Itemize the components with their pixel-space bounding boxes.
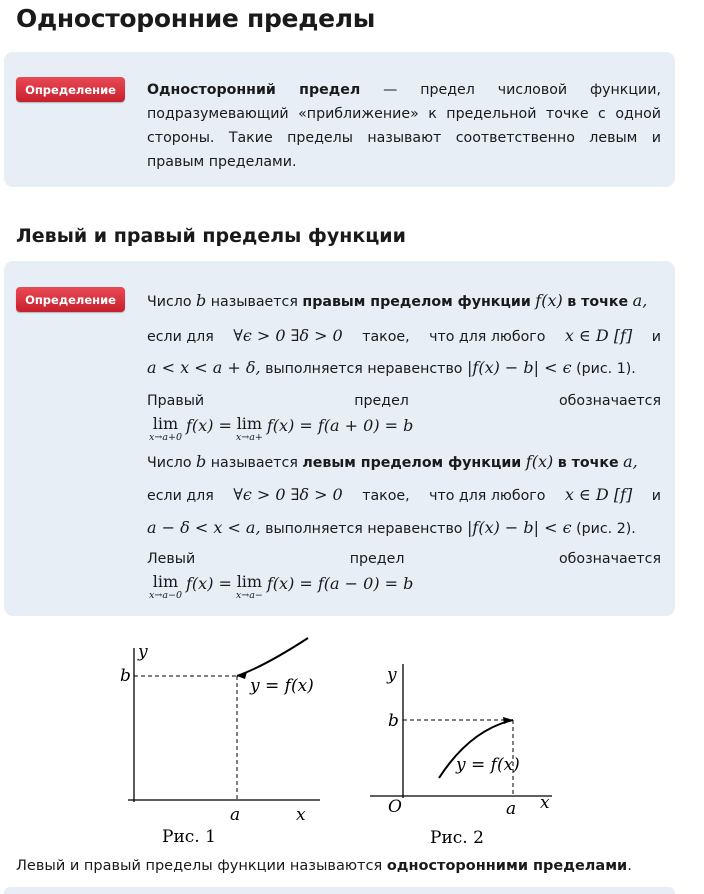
page-title: Односторонние пределы: [16, 4, 376, 33]
left-limit-notation-label: Левый предел обозначается: [147, 551, 661, 567]
figure-1: [120, 630, 335, 852]
left-limit-line-3: a − δ < x < a, выполняется неравенство |f(x) − b| < ϵ (рис. 2).: [147, 518, 636, 537]
figure-1-caption: Рис. 1: [162, 827, 216, 847]
curve-endpoint-arrow: [503, 717, 513, 724]
y-axis-label: y: [387, 665, 397, 685]
origin-label: O: [388, 797, 402, 817]
left-limit-formula: lim x→a−0 f(x) = lim x→a− f(x) = f(a − 0) = b: [149, 572, 414, 601]
definition-badge: Определение: [16, 287, 125, 312]
b-label: b: [120, 666, 131, 686]
a-label: a: [230, 805, 241, 825]
definition-text: — предел числовой функции, подразумевающий «приближение» к предельной точке с одной стороны. Такие пределы называют соответственно левым и правым пределами.: [147, 82, 661, 170]
right-limit-line-3: a < x < a + δ, выполняется неравенство |f(x) − b| < ϵ (рис. 1).: [147, 358, 636, 377]
function-curve: [237, 638, 308, 676]
function-label: y = f(x): [456, 755, 520, 775]
next-card-edge: [4, 887, 675, 894]
definition-card-left-right: [4, 261, 675, 616]
left-limit-line-2: если для ∀ϵ > 0 ∃δ > 0 такое, что для любого x ∈ D [f] и: [147, 485, 661, 504]
function-label: y = f(x): [250, 676, 314, 696]
footer-term: односторонними пределами: [386, 858, 628, 874]
one-sided-limit-definition: [147, 78, 661, 174]
figure-2-caption: Рис. 2: [430, 828, 484, 848]
x-axis-label: x: [296, 805, 306, 825]
a-label: a: [506, 799, 517, 819]
footer-text: Левый и правый пределы функции называются односторонними пределами.: [16, 858, 632, 874]
definition-badge: Определение: [16, 77, 125, 102]
right-limit-formula: lim x→a+0 f(x) = lim x→a+ f(x) = f(a + 0) = b: [149, 414, 414, 443]
figure-2: [360, 650, 560, 852]
y-axis-label: y: [138, 642, 148, 662]
right-limit-term: правым пределом функции: [302, 294, 531, 310]
right-limit-line-2: если для ∀ϵ > 0 ∃δ > 0 такое, что для любого x ∈ D [f] и: [147, 326, 661, 345]
right-limit-line-1: Число b называется правым пределом функции f(x) в точке a,: [147, 291, 648, 310]
section-title: Левый и правый пределы функции: [16, 225, 406, 247]
right-limit-notation-label: Правый предел обозначается: [147, 393, 661, 409]
left-limit-line-1: Число b называется левым пределом функции f(x) в точке a,: [147, 452, 638, 471]
left-limit-term: левым пределом функции: [302, 455, 522, 471]
x-axis-label: x: [540, 793, 550, 813]
definition-term: Односторонний предел: [147, 82, 361, 98]
b-label: b: [388, 711, 399, 731]
definition-card-one-sided: [4, 52, 675, 187]
